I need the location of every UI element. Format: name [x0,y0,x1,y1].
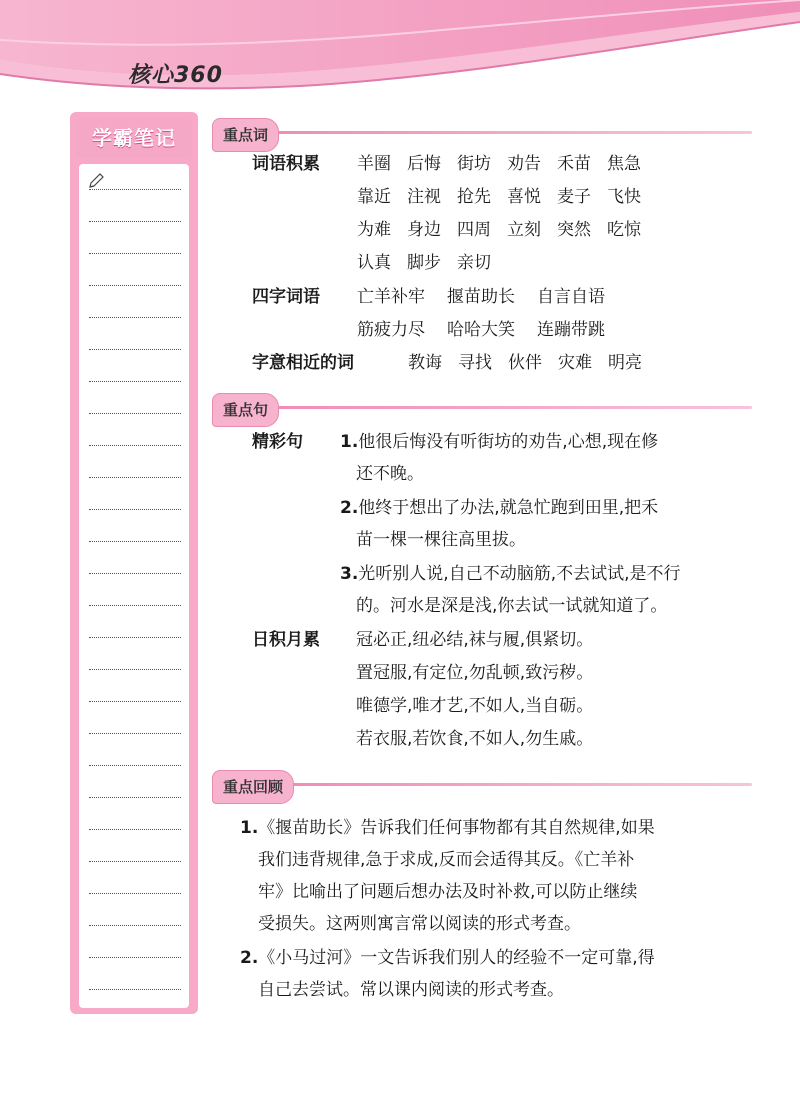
word: 禾苗 [557,154,591,174]
review-line: 《揠苗助长》告诉我们任何事物都有其自然规律,如果 [258,818,655,838]
note-line [89,317,181,318]
word: 注视 [407,187,441,207]
daily-line: 冠必正,纽必结,袜与履,俱紧切。 [356,630,594,650]
header-wave [0,0,800,110]
notes-paper [79,164,189,1008]
note-line [89,509,181,510]
review-number: 2. [240,948,259,968]
word: 四周 [457,220,491,240]
section-tag-key-words: 重点词 [212,118,279,152]
note-line [89,381,181,382]
idiom: 自言自语 [537,287,605,307]
note-line [89,253,181,254]
notes-sidebar [70,112,198,1014]
idiom: 亡羊补牢 [357,287,425,307]
vocab-row [357,214,657,246]
sentence-item [340,558,760,590]
section-tag-key-sentences: 重点句 [212,393,279,427]
review-line: 我们违背规律,急于求成,反而会适得其反。《亡羊补 [258,850,635,870]
sentence-continuation: 苗一棵一棵往高里拔。 [356,530,526,550]
synonym-word: 灾难 [558,353,592,373]
note-line [89,925,181,926]
word: 脚步 [407,253,441,273]
word: 飞快 [607,187,641,207]
note-line [89,541,181,542]
note-line [89,445,181,446]
word: 抢先 [457,187,491,207]
word: 喜悦 [507,187,541,207]
note-line [89,765,181,766]
word: 立刻 [507,220,541,240]
section-key-sentences-header [212,393,752,427]
synonym-word: 教诲 [408,353,442,373]
note-line [89,413,181,414]
word: 身边 [407,220,441,240]
sentence-number: 1. [340,432,359,452]
review-item [240,812,760,844]
note-line [89,669,181,670]
note-line [89,829,181,830]
sentence-number: 2. [340,498,359,518]
review-line: 《小马过河》一文告诉我们别人的经验不一定可靠,得 [258,948,655,968]
note-line [89,349,181,350]
section-divider [272,131,752,134]
section-divider [272,406,752,409]
note-line [89,221,181,222]
word: 焦急 [607,154,641,174]
daily-accumulation-label: 日积月累 [252,630,320,650]
note-line [89,605,181,606]
sentence-line: 光听别人说,自己不动脑筋,不去试试,是不行 [358,564,681,584]
idiom: 哈哈大笑 [447,320,515,340]
note-line [89,701,181,702]
synonym-word: 伙伴 [508,353,542,373]
word: 亲切 [457,253,491,273]
synonym-word: 明亮 [608,353,642,373]
section-tag-review: 重点回顾 [212,770,294,804]
word: 麦子 [557,187,591,207]
idiom: 揠苗助长 [447,287,515,307]
note-line [89,189,181,190]
idiom: 连蹦带跳 [537,320,605,340]
word: 为难 [357,220,391,240]
page-header [0,0,800,110]
pencil-icon [87,172,105,190]
idiom-row [357,314,621,346]
note-line [89,893,181,894]
sentence-item [340,426,760,458]
note-line [89,477,181,478]
vocab-row [357,247,507,279]
word: 劝告 [507,154,541,174]
note-line [89,285,181,286]
note-line [89,861,181,862]
review-line: 牢》比喻出了问题后想办法及时补救,可以防止继续 [258,882,638,902]
word: 羊圈 [357,154,391,174]
review-number: 1. [240,818,259,838]
main-content [212,110,760,1010]
brand-logo-text: 核心360 [128,63,223,88]
sidebar-title: 学霸笔记 [76,118,192,158]
sentence-line: 他很后悔没有听街坊的劝告,心想,现在修 [358,432,659,452]
word: 街坊 [457,154,491,174]
word: 后悔 [407,154,441,174]
daily-line: 若衣服,若饮食,不如人,勿生戚。 [356,729,594,749]
word: 靠近 [357,187,391,207]
sentence-continuation: 的。河水是深是浅,你去试一试就知道了。 [356,596,668,616]
review-item [240,942,760,974]
word: 突然 [557,220,591,240]
note-line [89,797,181,798]
review-line: 自己去尝试。常以课内阅读的形式考查。 [258,980,564,1000]
sentence-continuation: 还不晚。 [356,464,424,484]
word: 吃惊 [607,220,641,240]
note-line [89,733,181,734]
sentence-item [340,492,760,524]
synonym-label: 字意相近的词 [252,353,354,373]
section-key-words-header [212,118,752,152]
vocab-row [357,148,657,180]
note-line [89,957,181,958]
daily-line: 置冠服,有定位,勿乱顿,致污秽。 [356,663,594,683]
idiom-label: 四字词语 [252,287,320,307]
note-line [89,989,181,990]
idiom: 筋疲力尽 [357,320,425,340]
note-line [89,637,181,638]
sentence-line: 他终于想出了办法,就急忙跑到田里,把禾 [358,498,659,518]
section-review-header [212,770,752,804]
sentence-number: 3. [340,564,359,584]
note-line [89,573,181,574]
vocab-label: 词语积累 [252,154,320,174]
section-divider [284,783,752,786]
idiom-row [357,281,621,313]
synonym-row [408,347,658,379]
daily-line: 唯德学,唯才艺,不如人,当自砺。 [356,696,594,716]
review-line: 受损失。这两则寓言常以阅读的形式考查。 [258,914,581,934]
word: 认真 [357,253,391,273]
synonym-word: 寻找 [458,353,492,373]
excellent-sentences-label: 精彩句 [252,432,303,452]
vocab-row [357,181,657,213]
